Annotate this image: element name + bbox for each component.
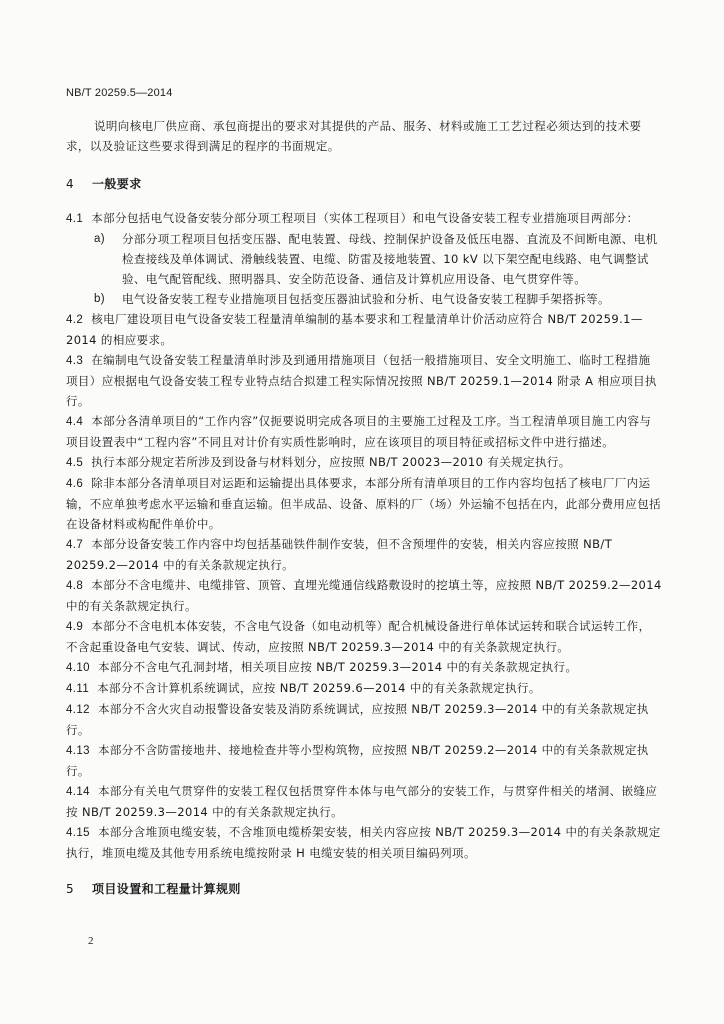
- intro-paragraph: 说明向核电厂供应商、承包商提出的要求对其提供的产品、服务、材料或施工工艺过程必须达到的技术要求，以及验证这些要求得到满足的程序的书面规定。: [66, 119, 642, 153]
- clause-text: 本部分不含电缆井、电缆排管、顶管、直埋光缆通信线路敷设时的挖填土等，应按照 NB/T 20259.2—2014 中的有关条款规定执行。: [66, 578, 662, 613]
- list-marker: b): [94, 293, 106, 305]
- clause-text: 本部分有关电气贯穿件的安装工程仅包括贯穿件本体与电气部分的安装工作，与贯穿件相关的堵洞、嵌缝应按 NB/T 20259.3—2014 中的有关条款规定执行。: [66, 784, 658, 819]
- clause-number: 4.15: [66, 827, 90, 839]
- clause-text: 在编制电气设备安装工程量清单时涉及到通用措施项目（包括一般措施项目、安全文明施工、临时工程措施项目）应根据电气设备安装工程专业特点结合拟建工程实际情况按照 NB/T 20259.1—2014 附录 A 相应项目执行。: [66, 353, 657, 408]
- clause-4-8: [66, 575, 662, 616]
- clause-4-13: [66, 740, 662, 781]
- clause-text: 本部分含堆顶电缆安装，不含堆顶电缆桥架安装，相关内容应按 NB/T 20259.3—2014 中的有关条款规定执行，堆顶电缆及其他专用系统电缆按附录 H 电缆安装的相关项目编码列项。: [66, 825, 661, 860]
- clause-text: 本部分设备安装工作内容中均包括基础铁件制作安装，但不含预埋件的安装，相关内容应按照 NB/T 20259.2—2014 中的有关条款规定执行。: [66, 537, 613, 572]
- list-item-text: 分部分项工程项目包括变压器、配电装置、母线、控制保护设备及低压电器、直流及不间断电源、电机检查接线及单体调试、滑触线装置、电缆、防雷及接地装置、10 kV 以下架空配电线路、电气调整试验、电气配管配线、照明器具、安全防范设备、通信及计算机应用设备、电气贯穿件等。: [122, 232, 658, 286]
- clause-text: 核电厂建设项目电气设备安装工程量清单编制的基本要求和工程量清单计价活动应符合 NB/T 20259.1—2014 的相应要求。: [66, 312, 643, 347]
- clause-text: 本部分不含电气孔洞封堵，相关项目应按 NB/T 20259.3—2014 中的有关条款规定执行。: [97, 660, 578, 674]
- clause-number: 4.13: [66, 745, 90, 757]
- clause-text: 本部分不含防雷接地井、接地检查井等小型构筑物，应按照 NB/T 20259.2—2014 中的有关条款规定执行。: [66, 743, 649, 778]
- clause-number: 4.5: [66, 457, 84, 469]
- clause-4-2: [66, 309, 662, 350]
- clause-4-4: [66, 411, 662, 452]
- clause-number: 4.8: [66, 580, 84, 592]
- clause-number: 4.7: [66, 539, 84, 551]
- section-4-title: 一般要求: [92, 177, 142, 191]
- clause-number: 4.9: [66, 621, 84, 633]
- clause-number: 4.11: [66, 683, 90, 695]
- clause-text: 本部分不含电机本体安装，不含电气设备（如电动机等）配合机械设备进行单体试运转和联合试运转工作，不含起重设备电气安装、调试、传动，应按照 NB/T 20259.3—2014 中的有关条款规定执行。: [66, 619, 651, 654]
- standard-header: NB/T 20259.5—2014: [66, 87, 173, 99]
- clause-text: 本部分不含火灾自动报警设备安装及消防系统调试，应按照 NB/T 20259.3—2014 中的有关条款规定执行。: [66, 702, 649, 737]
- clause-4-9: [66, 616, 662, 657]
- clause-text: 本部分不含计算机系统调试，应按 NB/T 20259.6—2014 中的有关条款规定执行。: [97, 681, 541, 695]
- section-5-number: 5: [66, 882, 75, 896]
- clause-4-10: [66, 657, 662, 678]
- page-content: [66, 116, 662, 913]
- clause-number: 4.4: [66, 416, 84, 428]
- section-4-heading: [66, 174, 662, 194]
- section-4-number: 4: [66, 177, 75, 191]
- clause-4-3: [66, 350, 662, 411]
- list-item-text: 电气设备安装工程专业措施项目包括变压器油试验和分析、电气设备安装工程脚手架搭拆等。: [122, 292, 610, 306]
- clause-text: 执行本部分规定若所涉及到设备与材料划分，应按照 NB/T 20023—2010 有关规定执行。: [91, 455, 571, 469]
- list-item-a: [66, 229, 662, 289]
- clause-4-12: [66, 699, 662, 740]
- clause-number: 4.3: [66, 355, 84, 367]
- clause-number: 4.12: [66, 704, 90, 716]
- clause-number: 4.6: [66, 478, 84, 490]
- clause-4-5: [66, 452, 662, 473]
- clause-number: 4.14: [66, 786, 90, 798]
- clause-number: 4.1: [66, 213, 84, 225]
- list-marker: a): [94, 233, 106, 245]
- clause-number: 4.10: [66, 662, 90, 674]
- page-number: 2: [88, 935, 94, 947]
- clause-text: 本部分各清单项目的“工作内容”仅扼要说明完成各项目的主要施工过程及工序。当工程清单项目施工内容与项目设置表中“工程内容”不同且对计价有实质性影响时，应在该项目的项目特征或招标文件中进行描述。: [66, 414, 652, 449]
- clause-4-6: [66, 473, 662, 534]
- section-5-title: 项目设置和工程量计算规则: [92, 882, 241, 896]
- clause-text: 除非本部分各清单项目对运距和运输提出具体要求，本部分所有清单项目的工作内容均包括了核电厂厂内运输，不应单独考虑水平运输和垂直运输。但半成品、设备、原料的厂（场）外运输不包括在内，此部分费用应包括在设备材料或构配件单价中。: [66, 476, 661, 531]
- list-item-b: [66, 289, 662, 309]
- clause-number: 4.2: [66, 314, 84, 326]
- clause-4-15: [66, 822, 662, 863]
- clause-4-1: [66, 208, 662, 229]
- clause-4-11: [66, 678, 662, 699]
- clause-text: 本部分包括电气设备安装分部分项工程项目（实体工程项目）和电气设备安装工程专业措施项目两部分：: [91, 211, 639, 225]
- clause-4-14: [66, 781, 662, 822]
- section-5-heading: [66, 879, 662, 899]
- clause-4-7: [66, 534, 662, 575]
